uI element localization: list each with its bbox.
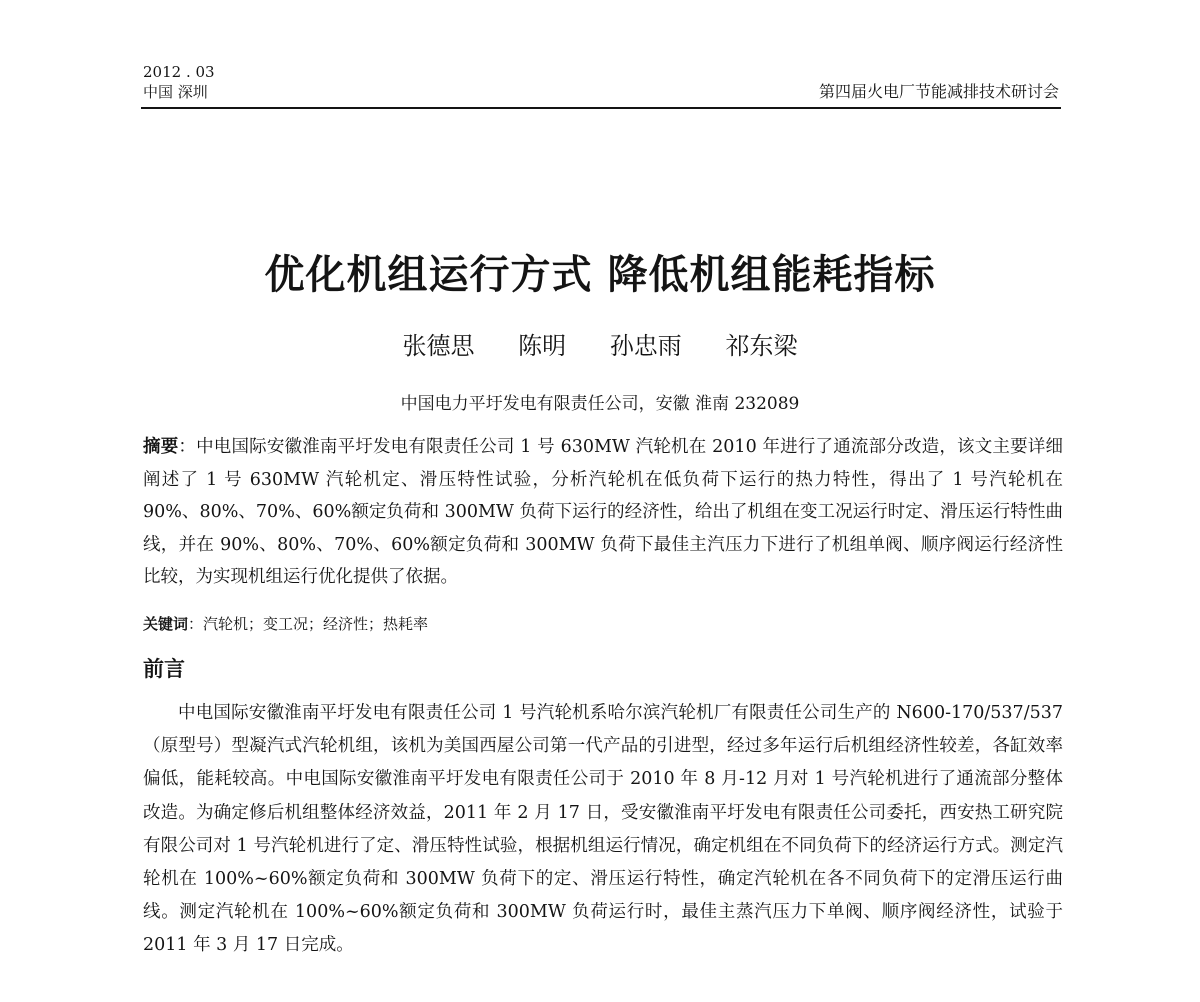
author-name: 陈明 [518,332,567,360]
abstract-text: ：中电国际安徽淮南平圩发电有限责任公司 1 号 630MW 汽轮机在 2010 年进行了通流部分改造，该文主要详细阐述了 1 号 630MW 汽轮机定、滑压特性试验，分析汽轮机在低负荷下运行的热力特性，得出了 1 号汽轮机在 90%、80%、70%、60%额定负荷和 300MW 负荷下运行的经济性，给出了机组在变工况运行时定、滑压运行特性曲线，并在 90%、80%、70%、60%额定负荷和 300MW 负荷下最佳主汽压力下进行了机组单阀、顺序阀运行经济性比较，为实现机组运行优化提供了依据。 [143,437,1064,587]
header-divider [141,107,1061,109]
intro-paragraph: 中电国际安徽淮南平圩发电有限责任公司 1 号汽轮机系哈尔滨汽轮机厂有限责任公司生产的 N600-170/537/537（原型号）型凝汽式汽轮机组，该机为美国西屋公司第一代产品的引进型，经过多年运行后机组经济性较差，各缸效率偏低，能耗较高。中电国际安徽淮南平圩发电有限责任公司于 2010 年 8 月-12 月对 1 号汽轮机进行了通流部分整体改造。为确定修后机组整体经济效益，2011 年 2 月 17 日，受安徽淮南平圩发电有限责任公司委托，西安热工研究院有限公司对 1 号汽轮机进行了定、滑压特性试验，根据机组运行情况，确定机组在不同负荷下的经济运行方式。测定汽轮机在 100%~60%额定负荷和 300MW 负荷下的定、滑压运行特性，确定汽轮机在各不同负荷下的定滑压运行曲线。测定汽轮机在 100%~60%额定负荷和 300MW 负荷运行时，最佳主蒸汽压力下单阀、顺序阀经济性，试验于 2011 年 3 月 17 日完成。 [143,703,1063,956]
paper-title: 优化机组运行方式 降低机组能耗指标 [264,252,936,298]
header-date-location [143,62,215,102]
keywords-label: 关键词 [143,615,189,633]
header-location: 中国 深圳 [143,83,208,101]
keywords-text: ：汽轮机；变工况；经济性；热耗率 [188,615,429,633]
author-name: 孙忠雨 [609,332,682,360]
author-affiliation: 中国电力平圩发电有限责任公司，安徽 淮南 232089 [400,394,800,414]
abstract [143,431,1063,594]
author-name: 张德思 [402,332,475,360]
section-heading-introduction: 前言 [143,657,185,681]
header-conference: 第四届火电厂节能减排技术研讨会 [818,82,1059,101]
keywords [143,612,1063,636]
abstract-label: 摘要 [143,437,179,457]
author-list [0,330,1200,362]
header-date: 2012 . 03 [143,63,215,81]
author-name: 祁东梁 [725,332,798,360]
